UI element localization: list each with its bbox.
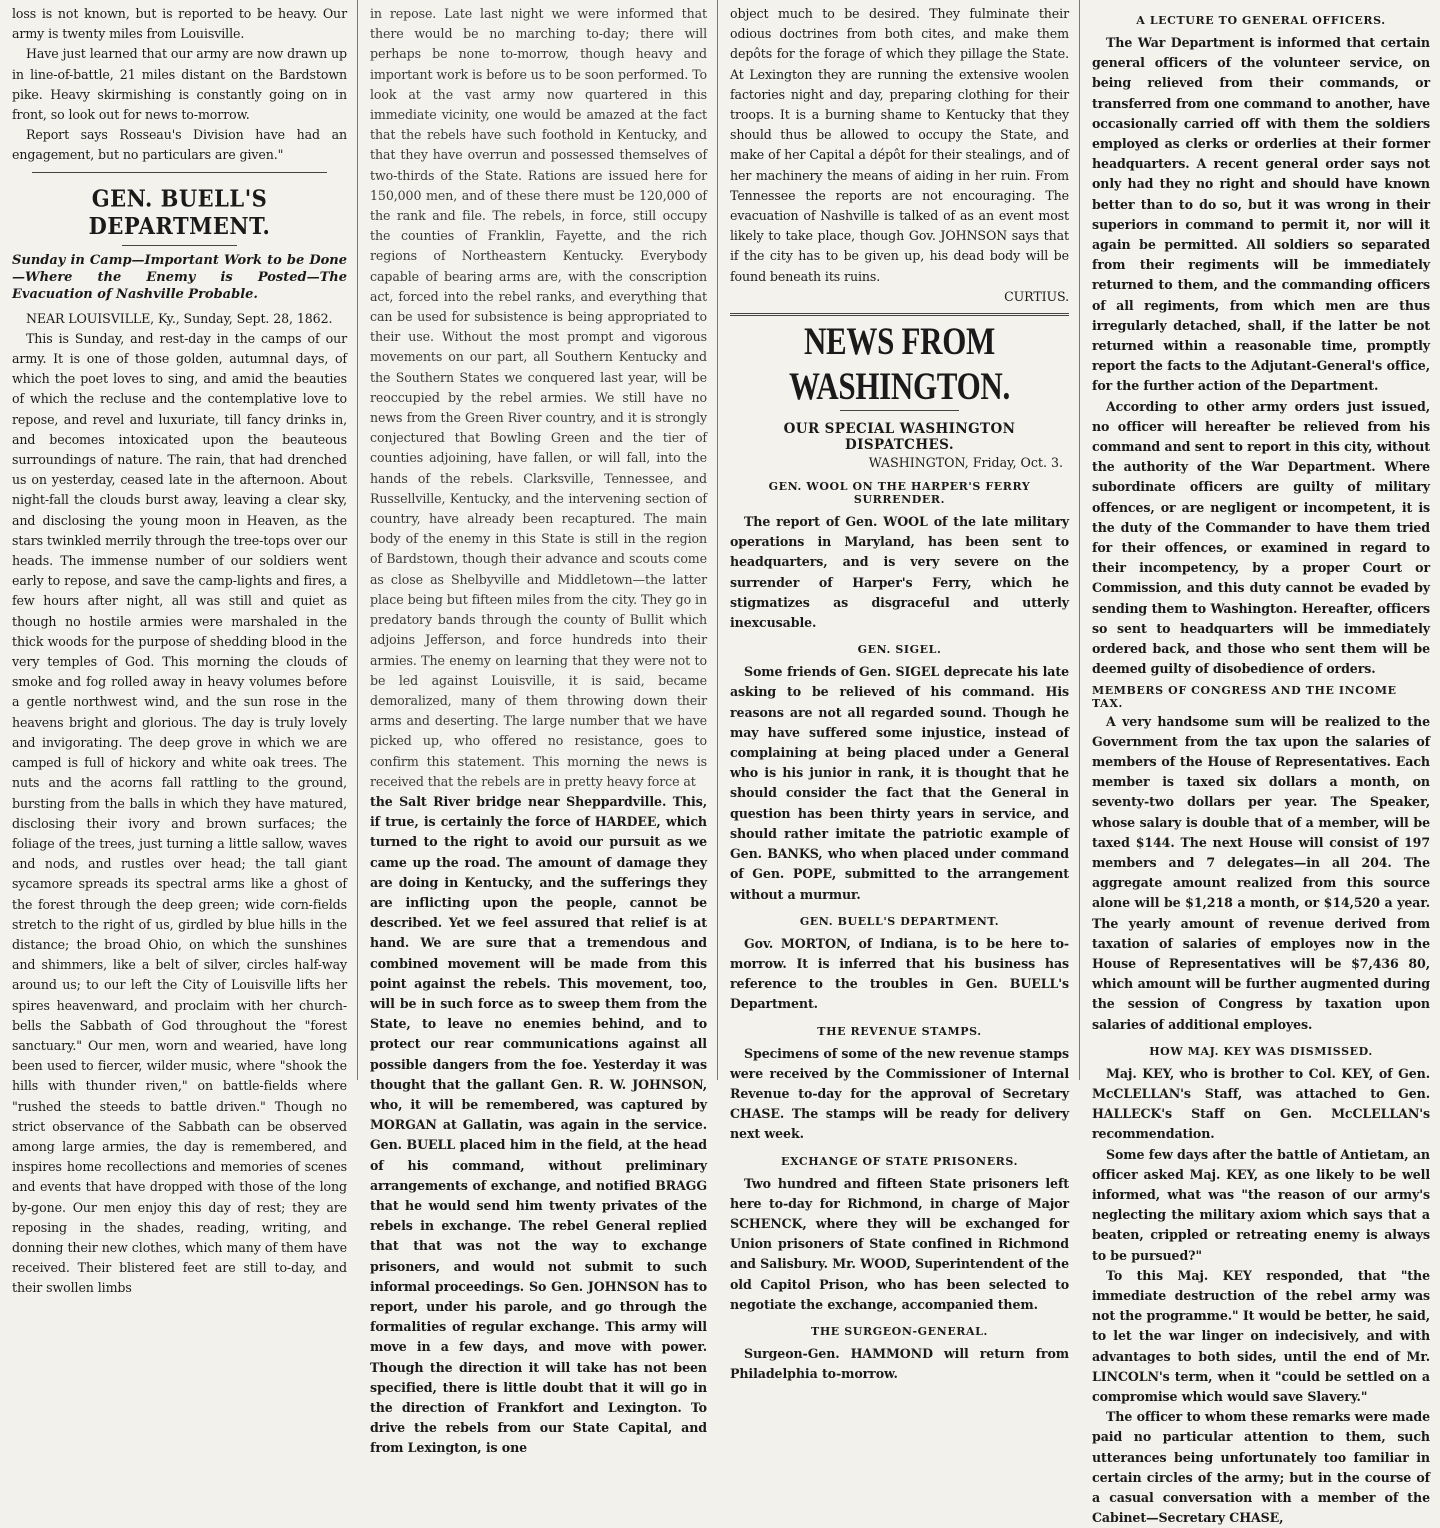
section-head-sigel: GEN. SIGEL. <box>857 643 942 657</box>
section-para: According to other army orders just issued, no officer will hereafter be relieved from his command and sent to report in this city, without the authority of the War Department. Where subordinate officers are guilty of military offences, or are negligent or incompetent, it is the duty of the Commander to have them tried for their offences, or examined in regard to their incompetency, by a proper Court or Commission, and this duty cannot be evaded by sending them to Washington. Hereafter, officers so sent to headquarters will be immediately ordered back, and those who sent them will be deemed guilty of disobedience of orders. <box>1092 398 1430 677</box>
article-continuation-para-3: Report says Rosseau's Division have had an engagement, but no particulars are given." <box>12 127 347 163</box>
column-4 <box>1080 0 1440 1526</box>
section-head-revenue-stamps: THE REVENUE STAMPS. <box>817 1024 982 1038</box>
section-para: Some few days after the battle of Antietam, an officer asked Maj. KEY, as one likely to be well informed, what was "the reason of our army's neglecting the military axiom which says that a beaten, crippled or retreating enemy is always to be pursued?" <box>1092 1146 1430 1263</box>
article-body-continued-bold: the Salt River bridge near Sheppardville. This, if true, is certainly the force of HARDEE, which turned to the right to avoid our pursuit as we came up the road. The amount of damage they are doing in Kentucky, and the sufferings they are inflicting upon the people, cannot be described. Yet we feel assured that relief is at hand. We are sure that a tremendous and combined movement will be made from this point against the rebels. This movement, too, will be in such force as to sweep them from the State, to leave no enemies behind, and to protect our rear communications against all possible dangers from the foe. Yesterday it was thought that the gallant Gen. R. W. JOHNSON, who, it will be remembered, was captured by MORGAN at Gallatin, was again in the service. Gen. BUELL placed him in the field, at the head of his command, without preliminary arrangements of exchange, and notified BRAGG that he would send him twenty privates of the rebels in exchange. The rebel General replied that that was not the way to exchange prisoners, and would not submit to such informal proceedings. So Gen. JOHNSON has to report, under his parole, and go through the formalities of regular exchange. This army will move in a few days, and move with power. Though the direction it will take has not been specified, there is little doubt that it will go in the direction of Frankfort and Lexington. To drive the rebels from our State Capital, and from Lexington, is one <box>370 793 707 1456</box>
section-text-wool: The report of Gen. WOOL of the late military operations in Maryland, has been sent to headquarters, and is very severe on the surrender of Harper's Ferry, which he stigmatizes as disgraceful and utterly inexcusable. <box>730 514 1069 631</box>
section-para: The War Department is informed that certain general officers of the volunteer service, on being relieved from their commands, or transferred from one command to another, have occasionally carried off with them the soldiers employed as clerks or orderlies at their former headquarters. A recent general order says not only had they no right and should have known better than to do so, but it was wrong in their superiors in command to permit it, nor will it again be permitted. All soldiers so separated from their regiments will be immediately returned to them, and the commanding officers of all regiments, from which men are thus irregularly detached, shall, if the latter be not returned within a reasonable time, promptly report the facts to the Adjutant-General's office, for the further action of the Department. <box>1092 35 1430 394</box>
article-body-continued: in repose. Late last night we were informed that there would be no marching to-day; there will perhaps be none to-morrow, though heavy and important work is before us to be soon performed. To look at the vast army now quartered in this immediate vicinity, one would be amazed at the fact that the rebels have such foothold in Kentucky, and that they have overrun and possessed themselves of two-thirds of the State. Rations are issued here for 150,000 men, and of these there must be 120,000 of the rank and file. The rebels, in force, still occupy the counties of Franklin, Fayette, and the rich regions of Northeastern Kentucky. Everybody capable of bearing arms are, with the conscription act, forced into the rebel ranks, and everything that can be used for subsistence is being appropriated to their use. Without the most prompt and vigorous movements on our part, all Southern Kentucky and the Southern States we conquered last year, will be reoccupied by the rebel armies. We still have no news from the Green River country, and it is strongly conjectured that Bowling Green and the tier of counties adjoining, have fallen, or will fall, into the hands of the rebels. Clarksville, Tennessee, and Russellville, Kentucky, and the intervening section of country, have already been recaptured. The main body of the enemy in this State is still in the region of Bardstown, though their advance and scouts come as close as Shelbyville and Middletown—the latter place being but fifteen miles from the city. They go in predatory bands through the county of Bullit which adjoins Jefferson, and force hundreds into their armies. The enemy on learning that they were not to be led against Louisville, it is said, became demoralized, many of them throwing down their arms and deserting. The large number that we have picked up, who offered no resistance, goes to confirm this statement. This morning the news is received that the rebels are in pretty heavy force at <box>370 6 707 789</box>
section-head-buell: GEN. BUELL'S DEPARTMENT. <box>799 914 1000 928</box>
dispatch-title: OUR SPECIAL WASHINGTON DISPATCHES. <box>783 421 1016 454</box>
section-text-prisoners: Two hundred and fifteen State prisoners left here to-day for Richmond, in charge of Major SCHENCK, where they will be exchanged for Union prisoners of State confined in Richmond and Salisbury. Mr. WOOD, Superintendent of the old Capitol Prison, who has been selected to negotiate the exchange, accompanied them. <box>730 1175 1069 1312</box>
section-text-sigel: Some friends of Gen. SIGEL deprecate his late asking to be relieved of his command. His reasons are not all regarded sound. Though he may have suffered some injustice, instead of complaining at being placed under a General who is his junior in rank, it is thought that he should consider the fact that the General in question has been thirty years in service, and should rather imitate the patriotic example of Gen. BANKS, who when placed under command of Gen. POPE, submitted to the arrangement without a murmur. <box>730 664 1069 902</box>
section-head-wool: GEN. WOOL ON THE HARPER'S FERRY SURRENDER. <box>768 480 1031 507</box>
column-3 <box>718 0 1080 1382</box>
article-continuation-para-1: loss is not known, but is reported to be heavy. Our army is twenty miles from Louisville. <box>12 6 347 42</box>
subheadline: Sunday in Camp—Important Work to be Done—Where the Enemy is Posted—The Evacuation of Nashville Probable. <box>12 252 347 302</box>
section-head-prisoners: EXCHANGE OF STATE PRISONERS. <box>781 1154 1018 1168</box>
section-rule <box>730 313 1069 316</box>
dispatch-date: WASHINGTON, Friday, Oct. 3. <box>868 455 1063 471</box>
section-head-surgeon-general: THE SURGEON-GENERAL. <box>811 1324 988 1338</box>
section-text-buell: Gov. MORTON, of Indiana, is to be here to-morrow. It is inferred that his business has reference to the troubles in Gen. BUELL's Department. <box>730 935 1069 1012</box>
dateline: NEAR LOUISVILLE, Ky., Sunday, Sept. 28, 1862. <box>26 310 333 326</box>
column-rule <box>32 172 327 173</box>
column-1 <box>0 0 358 1296</box>
headline-rule <box>840 410 959 411</box>
column-2 <box>358 0 718 1456</box>
section-para: Maj. KEY, who is brother to Col. KEY, of Gen. McCLELLAN's Staff, was attached to Gen. HALLECK's Staff on Gen. McCLELLAN's recommendation. <box>1092 1065 1430 1142</box>
headline-buell-department: GEN. BUELL'S DEPARTMENT. <box>88 184 271 240</box>
section-head-lecture: A LECTURE TO GENERAL OFFICERS. <box>1136 14 1386 27</box>
section-para: The officer to whom these remarks were made paid no particular attention to them, such utterances being unfortunately too familiar in certain circles of the army; but in the course of a casual conversation with a member of the Cabinet—Secretary CHASE, <box>1092 1409 1430 1526</box>
article-body: This is Sunday, and rest-day in the camps of our army. It is one of those golden, autumnal days, of which the poet loves to sing, and amid the beauties of which the recluse and the contemplative love to repose, and revel and luxuriate, till fancy drinks in, and becomes intoxicated upon the beauteous surroundings of nature. The rain, that had drenched us on yesterday, ceased late in the afternoon. About night-fall the clouds burst away, leaving a clear sky, and disclosing the young moon in Heaven, as the stars twinkled merrily through the tree-tops over our heads. The immense number of our soldiers went early to repose, and save the camp-lights and fires, a few hours after night, all was still and quiet as though no hostile armies were marshaled in the thick woods for the purpose of shedding blood in the very temples of God. This morning the clouds of smoke and fog rolled away in heavy volumes before a gentle northwest wind, and the sun rose in the heavens bright and glorious. The day is truly lovely and invigorating. The deep grove in which we are camped is full of hickory and white oak trees. The nuts and the acorns fall rattling to the ground, bursting from the balls in which they have matured, disclosing their ivory and brown surfaces; the foliage of the trees, just turning a little sallow, waves and nods, and rustles over head; the tall giant sycamore spreads its spectral arms like a ghost of the forest through the deep green; wide corn-fields stretch to the right of us, girdled by blue hills in the distance; the broad Ohio, on which the sunshines and shimmers, like a belt of silver, circles half-way around us; to our left the City of Louisville lifts her spires heavenward, and proclaim with her church-bells the Sabbath of God throughout the "forest sanctuary." Our men, worn and wearied, have long been used to fiercer, wilder music, where "shook the hills with thunder riven," on battle-fields where "rushed the steeds to battle driven." Though no strict observance of the Sabbath can be observed among large armies, the day is remembered, and inspires home recollections and memories of scenes and events that have dropped with those of the long by-gone. Our men enjoy this day of rest; they are reposing in the shades, reading, writing, and donning their new clothes, which many of them have received. Their blistered feet are still to-day, and their swollen limbs <box>12 330 347 1296</box>
headline-news-from-washington: NEWS FROM WASHINGTON. <box>789 319 1010 408</box>
section-para: To this Maj. KEY responded, that "the immediate destruction of the rebel army was not the programme." It would be better, he said, to let the war linger on indecisively, and with advantages to both sides, until the end of Mr. LINCOLN's term, when it "could be settled on a compromise which would save Slavery." <box>1092 1267 1430 1404</box>
section-text-revenue-stamps: Specimens of some of the new revenue stamps were received by the Commissioner of Internal Revenue to-day for the approval of Secretary CHASE. The stamps will be ready for delivery next week. <box>730 1045 1069 1142</box>
article-continuation-para-2: Have just learned that our army are now drawn up in line-of-battle, 21 miles distant on the Bardstown pike. Heavy skirmishing is constantly going on in front, so look out for news to-morrow. <box>12 46 347 123</box>
section-text-surgeon-general: Surgeon-Gen. HAMMOND will return from Philadelphia to-morrow. <box>730 1345 1069 1382</box>
section-head-maj-key: HOW MAJ. KEY WAS DISMISSED. <box>1149 1044 1373 1058</box>
section-head-income-tax: MEMBERS OF CONGRESS AND THE INCOME TAX. <box>1092 683 1397 710</box>
section-para: A very handsome sum will be realized to the Government from the tax upon the salaries of members of the House of Representatives. Each member is taxed six dollars a month, on seventy-two dollars per year. The Speaker, whose salary is double that of a member, will be taxed $144. The next House will consist of 197 members and 7 delegates—in all 204. The aggregate amount realized from this source alone will be $1,218 a month, or $14,520 a year. The yearly amount of revenue derived from taxation of salaries of employes now in the House of Representatives will be $7,436 80, which amount will be further augmented during the session of Congress by taxation upon salaries of additional employes. <box>1092 713 1430 1032</box>
article-body-end: object much to be desired. They fulminate their odious doctrines from both cites, and make them depôts for the forage of which they pillage the State. At Lexington they are running the extensive woolen factories night and day, preparing clothing for their troops. It is a burning shame to Kentucky that they should thus be allowed to occupy the State, and make of her Capital a dépôt for their stealings, and of her machinery the means of aiding in her ruin. From Tennessee the reports are not encouraging. The evacuation of Nashville is talked of as an event most likely to take place, though Gov. JOHNSON says that if the city has to be given up, his dead body will be found beneath its ruins. <box>730 6 1069 284</box>
headline-rule <box>122 245 237 246</box>
article-signature: CURTIUS. <box>1004 288 1069 304</box>
